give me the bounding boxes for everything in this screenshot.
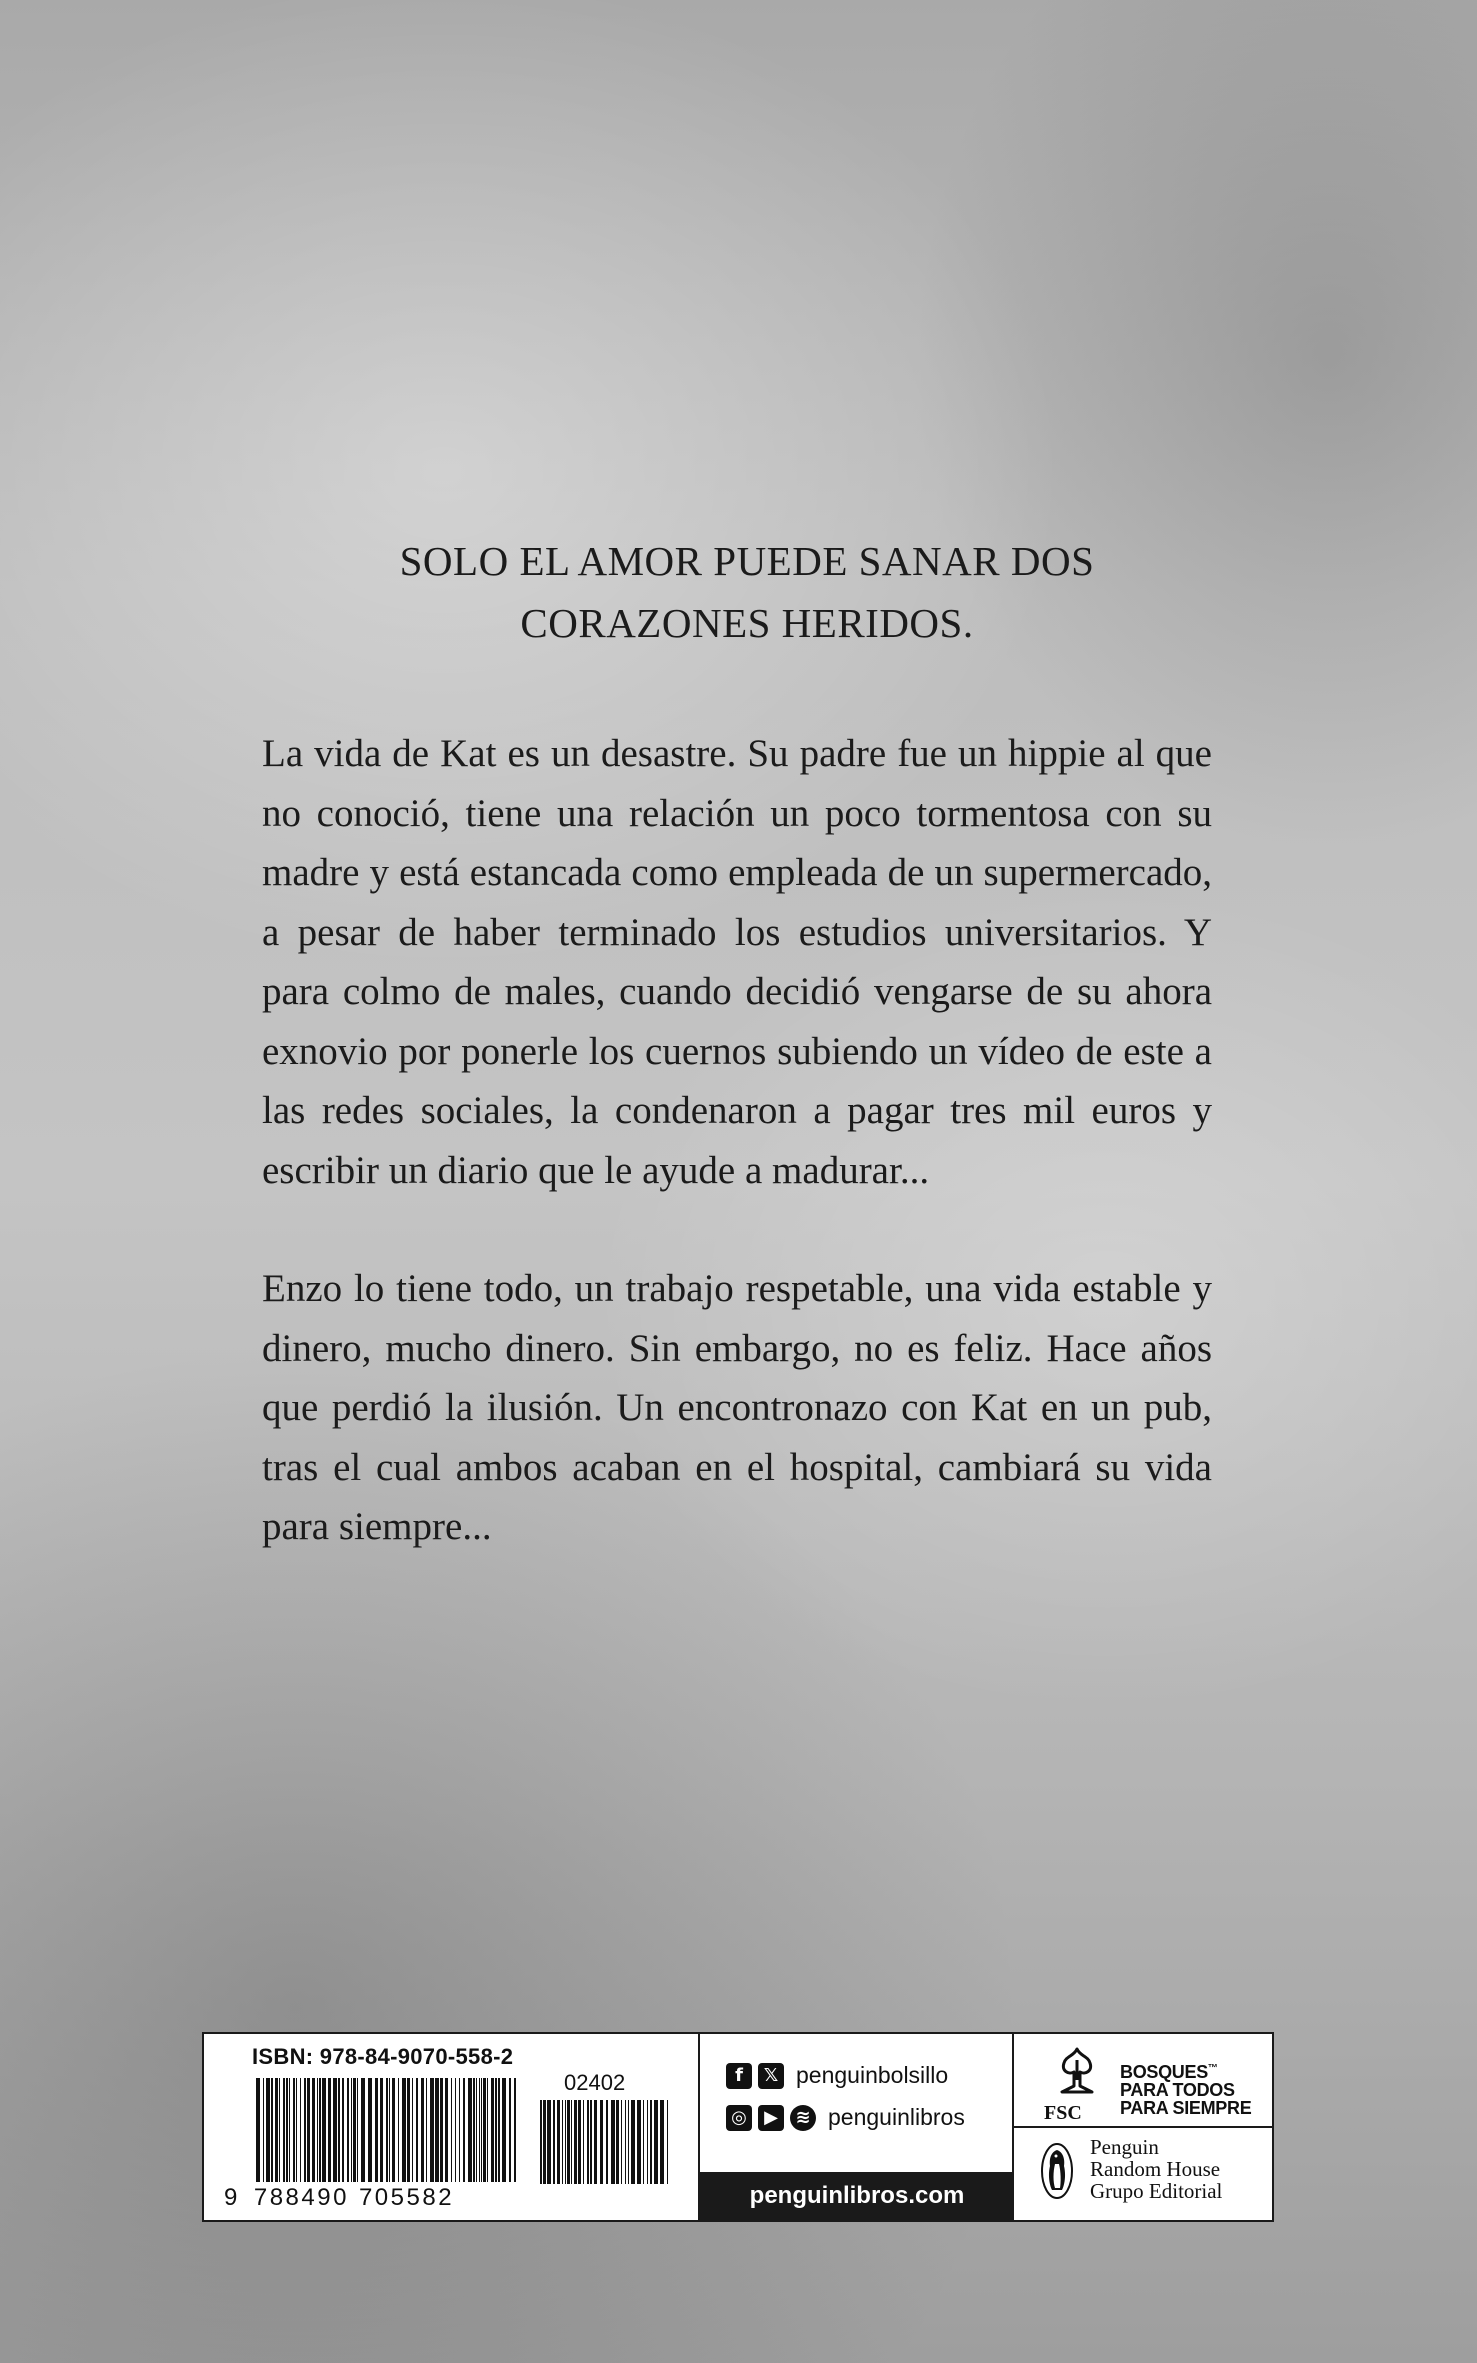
- headline-line: CORAZONES HERIDOS.: [520, 600, 974, 646]
- social-row-bolsillo: [726, 2062, 948, 2089]
- facebook-icon[interactable]: f: [726, 2063, 752, 2089]
- fsc-mark: FSC: [1044, 2102, 1082, 2124]
- publisher-line: Random House: [1090, 2157, 1221, 2181]
- social-handle[interactable]: penguinbolsillo: [796, 2062, 949, 2088]
- instagram-icon[interactable]: ◎: [726, 2105, 752, 2131]
- barcode-section: [204, 2034, 698, 2220]
- fsc-tree-icon: [1052, 2046, 1102, 2096]
- website-link[interactable]: penguinlibros.com: [700, 2172, 1014, 2220]
- social-row-libros: [726, 2104, 965, 2131]
- isbn-barcode: [256, 2078, 518, 2182]
- headline: [262, 530, 1212, 654]
- social-handle[interactable]: penguinlibros: [828, 2104, 965, 2130]
- logos-section: [1012, 2034, 1272, 2220]
- fsc-slogan-line: BOSQUES: [1120, 2062, 1208, 2082]
- synopsis-paragraph-kat: La vida de Kat es un desastre. Su padre fue un hippie al que no conoció, tiene una relación un poco tormentosa con su madre y está estancada como empleada de un supermercado, a pesar de haber terminado los estudios universitarios. Y para colmo de males, cuando decidió vengarse de su ahora exnovio por ponerle los cuernos subiendo un vídeo de este a las redes sociales, la condenaron a pagar tres mil euros y escribir un diario que le ayude a madurar...: [262, 732, 1212, 1192]
- x-icon[interactable]: 𝕏: [758, 2063, 784, 2089]
- penguin-icon: [1040, 2142, 1074, 2200]
- barcode-digit-lead: 9: [224, 2184, 240, 2211]
- fsc-slogan-line: PARA SIEMPRE: [1120, 2098, 1252, 2118]
- addon-digits: 02402: [564, 2070, 626, 2095]
- barcode-digit-group: 788490: [253, 2184, 349, 2211]
- spotify-icon[interactable]: ≋: [790, 2105, 816, 2131]
- publisher-line: Penguin: [1090, 2135, 1159, 2159]
- barcode-digits: [224, 2184, 454, 2212]
- fsc-slogan: [1120, 2060, 1251, 2117]
- synopsis-paragraph-enzo: Enzo lo tiene todo, un trabajo respetable, una vida estable y dinero, mucho dinero. Sin embargo, no es feliz. Hace años que perdió la ilusión. Un encontronazo con Kat en un pub, tras el cual ambos acaban en el hospital, cambiará su vida para siempre...: [262, 1267, 1212, 1548]
- fsc-logo: [1030, 2046, 1280, 2126]
- publisher-name: [1090, 2136, 1222, 2202]
- youtube-icon[interactable]: ▶: [758, 2105, 784, 2131]
- addon-barcode: [540, 2100, 670, 2184]
- fsc-slogan-line: PARA TODOS: [1120, 2080, 1235, 2100]
- isbn-label: ISBN: 978-84-9070-558-2: [252, 2044, 514, 2069]
- social-section: [698, 2034, 1014, 2220]
- info-box: [202, 2032, 1274, 2222]
- blurb: [262, 530, 1212, 1557]
- publisher-line: Grupo Editorial: [1090, 2179, 1223, 2203]
- headline-line: SOLO EL AMOR PUEDE SANAR DOS: [399, 538, 1095, 584]
- trademark: ™: [1207, 2063, 1218, 2074]
- divider: [1014, 2126, 1272, 2128]
- barcode-digit-group: 705582: [358, 2184, 455, 2211]
